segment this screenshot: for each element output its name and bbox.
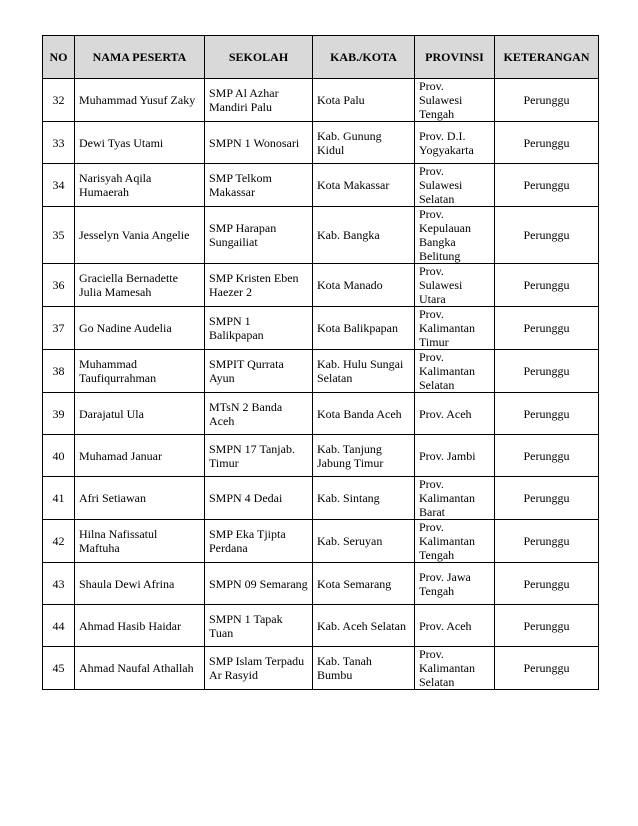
cell-sekolah: SMPN 4 Dedai (205, 477, 313, 520)
table-row (43, 164, 599, 207)
cell-provinsi: Prov. Jawa Tengah (415, 563, 495, 605)
cell-sekolah: SMP Harapan Sungailiat (205, 207, 313, 264)
cell-nama: Go Nadine Audelia (75, 307, 205, 350)
cell-provinsi: Prov. Aceh (415, 393, 495, 435)
cell-nama: Graciella Bernadette Julia Mamesah (75, 264, 205, 307)
header-provinsi: PROVINSI (415, 36, 495, 79)
cell-nama: Muhammad Yusuf Zaky (75, 79, 205, 122)
cell-keterangan: Perunggu (495, 164, 599, 207)
cell-kab-kota: Kota Manado (313, 264, 415, 307)
cell-sekolah: SMPN 09 Semarang (205, 563, 313, 605)
cell-no: 35 (43, 207, 75, 264)
cell-keterangan: Perunggu (495, 393, 599, 435)
header-kab-kota: KAB./KOTA (313, 36, 415, 79)
cell-provinsi: Prov. Kalimantan Barat (415, 477, 495, 520)
table-row (43, 264, 599, 307)
cell-nama: Muhamad Januar (75, 435, 205, 477)
cell-nama: Ahmad Hasib Haidar (75, 605, 205, 647)
cell-provinsi: Prov. Sulawesi Tengah (415, 79, 495, 122)
table-body (43, 79, 599, 690)
table-header (43, 36, 599, 79)
cell-keterangan: Perunggu (495, 207, 599, 264)
cell-nama: Hilna Nafissatul Maftuha (75, 520, 205, 563)
cell-keterangan: Perunggu (495, 79, 599, 122)
table-row (43, 122, 599, 164)
cell-sekolah: SMPN 17 Tanjab. Timur (205, 435, 313, 477)
cell-kab-kota: Kab. Gunung Kidul (313, 122, 415, 164)
table-row (43, 79, 599, 122)
cell-no: 38 (43, 350, 75, 393)
cell-kab-kota: Kab. Tanah Bumbu (313, 647, 415, 690)
cell-sekolah: SMPN 1 Tapak Tuan (205, 605, 313, 647)
cell-no: 45 (43, 647, 75, 690)
cell-kab-kota: Kab. Aceh Selatan (313, 605, 415, 647)
cell-no: 34 (43, 164, 75, 207)
cell-nama: Muhammad Taufiqurrahman (75, 350, 205, 393)
cell-keterangan: Perunggu (495, 350, 599, 393)
header-sekolah: SEKOLAH (205, 36, 313, 79)
cell-no: 32 (43, 79, 75, 122)
cell-keterangan: Perunggu (495, 605, 599, 647)
cell-sekolah: SMP Al Azhar Mandiri Palu (205, 79, 313, 122)
cell-kab-kota: Kab. Hulu Sungai Selatan (313, 350, 415, 393)
cell-keterangan: Perunggu (495, 647, 599, 690)
table-row (43, 307, 599, 350)
cell-sekolah: SMPN 1 Wonosari (205, 122, 313, 164)
table-row (43, 563, 599, 605)
cell-keterangan: Perunggu (495, 477, 599, 520)
cell-no: 41 (43, 477, 75, 520)
cell-no: 37 (43, 307, 75, 350)
cell-no: 36 (43, 264, 75, 307)
cell-provinsi: Prov. Kalimantan Tengah (415, 520, 495, 563)
cell-no: 33 (43, 122, 75, 164)
cell-nama: Shaula Dewi Afrina (75, 563, 205, 605)
cell-nama: Ahmad Naufal Athallah (75, 647, 205, 690)
participants-table (42, 35, 599, 690)
cell-keterangan: Perunggu (495, 435, 599, 477)
header-row (43, 36, 599, 79)
cell-no: 42 (43, 520, 75, 563)
cell-kab-kota: Kota Banda Aceh (313, 393, 415, 435)
cell-kab-kota: Kota Palu (313, 79, 415, 122)
cell-provinsi: Prov. Jambi (415, 435, 495, 477)
cell-provinsi: Prov. Kalimantan Timur (415, 307, 495, 350)
results-sheet (42, 35, 599, 690)
cell-keterangan: Perunggu (495, 520, 599, 563)
table-row (43, 605, 599, 647)
cell-provinsi: Prov. Kalimantan Selatan (415, 350, 495, 393)
table-row (43, 207, 599, 264)
cell-keterangan: Perunggu (495, 264, 599, 307)
cell-provinsi: Prov. Kepulauan Bangka Belitung (415, 207, 495, 264)
cell-keterangan: Perunggu (495, 122, 599, 164)
cell-no: 44 (43, 605, 75, 647)
cell-sekolah: SMP Islam Terpadu Ar Rasyid (205, 647, 313, 690)
cell-nama: Narisyah Aqila Humaerah (75, 164, 205, 207)
cell-keterangan: Perunggu (495, 563, 599, 605)
cell-provinsi: Prov. Aceh (415, 605, 495, 647)
cell-kab-kota: Kab. Bangka (313, 207, 415, 264)
cell-kab-kota: Kab. Tanjung Jabung Timur (313, 435, 415, 477)
cell-kab-kota: Kota Semarang (313, 563, 415, 605)
cell-provinsi: Prov. Kalimantan Selatan (415, 647, 495, 690)
cell-nama: Dewi Tyas Utami (75, 122, 205, 164)
header-nama-peserta: NAMA PESERTA (75, 36, 205, 79)
header-keterangan: KETERANGAN (495, 36, 599, 79)
cell-provinsi: Prov. D.I. Yogyakarta (415, 122, 495, 164)
cell-sekolah: SMPIT Qurrata Ayun (205, 350, 313, 393)
table-row (43, 435, 599, 477)
cell-no: 43 (43, 563, 75, 605)
cell-nama: Afri Setiawan (75, 477, 205, 520)
cell-sekolah: MTsN 2 Banda Aceh (205, 393, 313, 435)
cell-provinsi: Prov. Sulawesi Selatan (415, 164, 495, 207)
cell-kab-kota: Kab. Seruyan (313, 520, 415, 563)
table-row (43, 647, 599, 690)
cell-no: 40 (43, 435, 75, 477)
cell-kab-kota: Kota Balikpapan (313, 307, 415, 350)
cell-nama: Jesselyn Vania Angelie (75, 207, 205, 264)
cell-keterangan: Perunggu (495, 307, 599, 350)
cell-sekolah: SMPN 1 Balikpapan (205, 307, 313, 350)
cell-sekolah: SMP Kristen Eben Haezer 2 (205, 264, 313, 307)
cell-provinsi: Prov. Sulawesi Utara (415, 264, 495, 307)
cell-kab-kota: Kab. Sintang (313, 477, 415, 520)
table-row (43, 393, 599, 435)
cell-sekolah: SMP Eka Tjipta Perdana (205, 520, 313, 563)
cell-no: 39 (43, 393, 75, 435)
header-no: NO (43, 36, 75, 79)
cell-nama: Darajatul Ula (75, 393, 205, 435)
table-row (43, 520, 599, 563)
table-row (43, 350, 599, 393)
table-row (43, 477, 599, 520)
cell-sekolah: SMP Telkom Makassar (205, 164, 313, 207)
cell-kab-kota: Kota Makassar (313, 164, 415, 207)
